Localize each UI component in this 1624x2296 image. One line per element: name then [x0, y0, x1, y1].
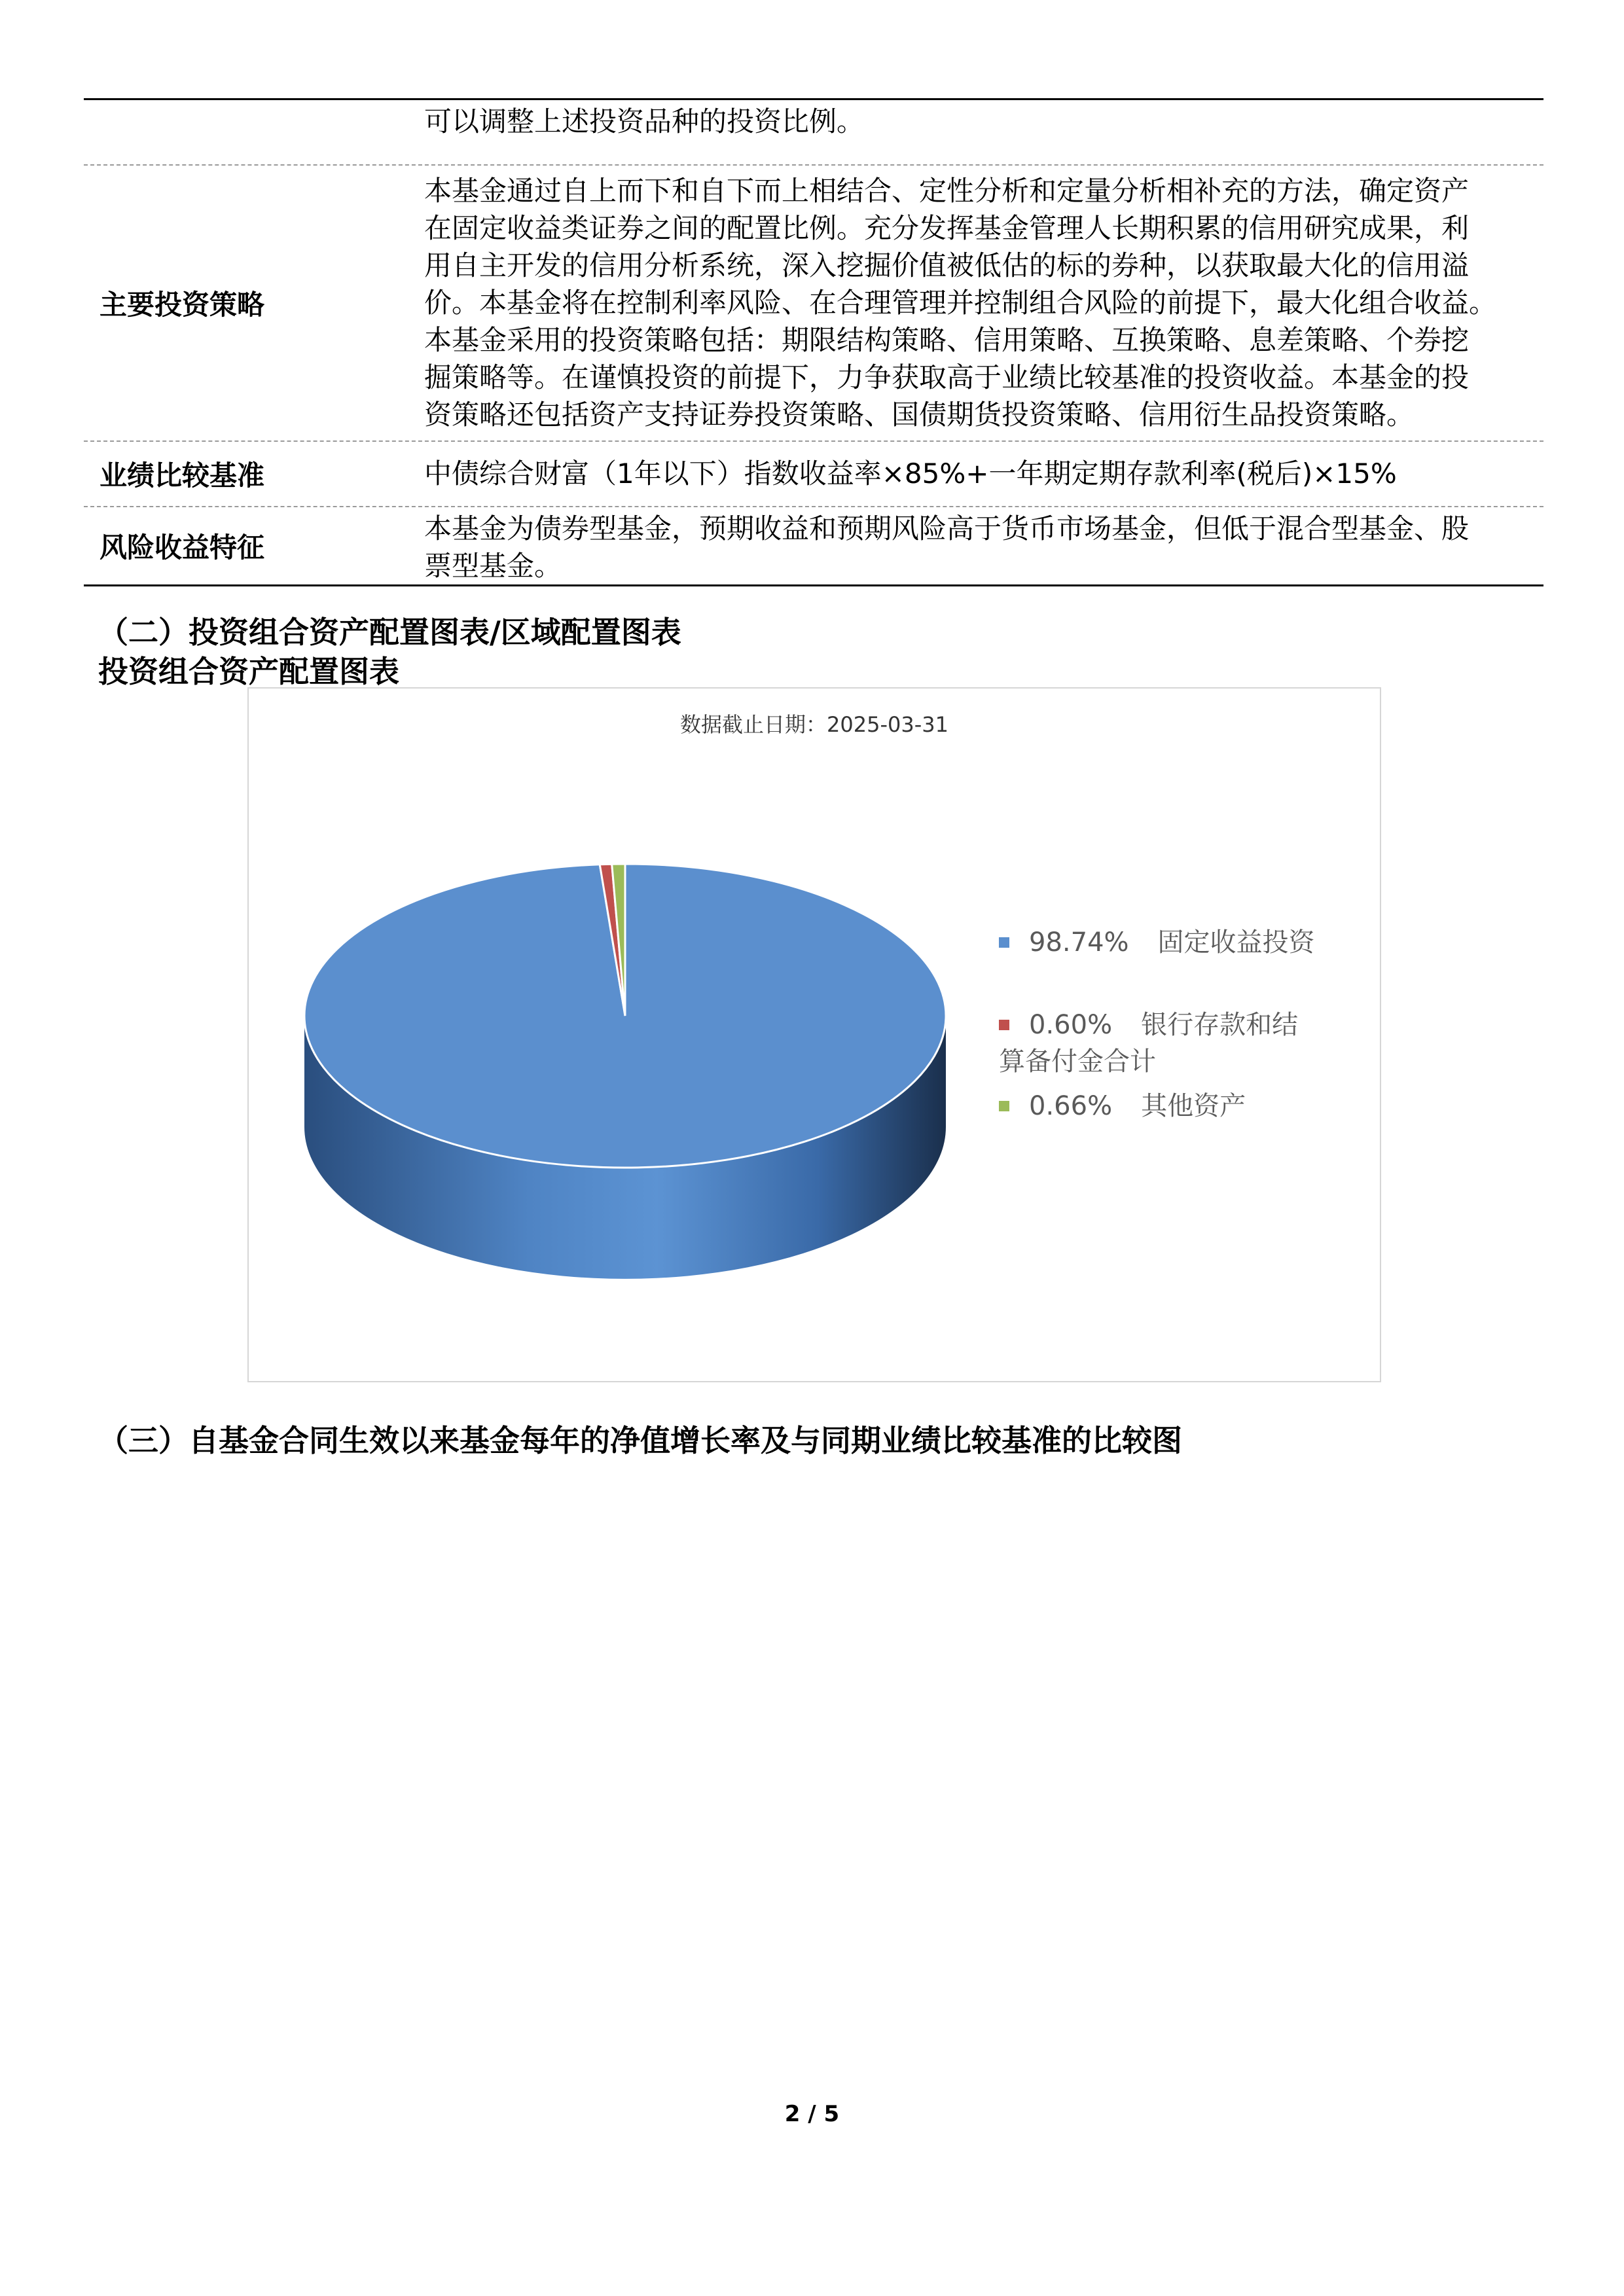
- legend-value: 0.66%: [1029, 1091, 1113, 1121]
- content-line: 掘策略等。在谨慎投资的前提下，力争获取高于业绩比较基准的投资收益。本基金的投: [424, 361, 1470, 393]
- row-content: [424, 442, 1543, 506]
- content-line: 本基金通过自上而下和自下而上相结合、定性分析和定量分析相补充的方法，确定资产: [424, 175, 1470, 207]
- section-title: （二）投资组合资产配置图表/区域配置图表: [98, 615, 681, 650]
- legend-swatch: [999, 1101, 1009, 1111]
- row-label: 风险收益特征: [99, 531, 265, 564]
- row-label: 主要投资策略: [99, 289, 265, 321]
- legend-value: 0.60%: [1029, 1010, 1113, 1040]
- asset-allocation-chart: [247, 687, 1381, 1382]
- table-row: [84, 442, 1543, 507]
- section-title: （三）自基金合同生效以来基金每年的净值增长率及与同期业绩比较基准的比较图: [98, 1423, 1182, 1458]
- legend-value: 98.74%: [1029, 927, 1129, 958]
- legend-label: 其他资产: [1141, 1091, 1246, 1121]
- content-line: 用自主开发的信用分析系统，深入挖掘价值被低估的标的券种，以获取最大化的信用溢: [424, 249, 1470, 281]
- legend-swatch: [999, 937, 1009, 948]
- content-line: 在固定收益类证券之间的配置比例。充分发挥基金管理人长期积累的信用研究成果，利: [424, 212, 1470, 244]
- legend-item: [999, 1088, 1339, 1124]
- table-row: [84, 166, 1543, 442]
- content-line: 价。本基金将在控制利率风险、在合理管理并控制组合风险的前提下，最大化组合收益。: [424, 287, 1497, 319]
- row-content: [424, 166, 1543, 440]
- legend-label: 银行存款和结算备付金合计: [999, 1010, 1299, 1077]
- legend-label: 固定收益投资: [1157, 927, 1315, 958]
- chart-title: 数据截止日期：2025-03-31: [680, 712, 948, 737]
- legend-item: [999, 1007, 1307, 1080]
- section-subtitle: 投资组合资产配置图表: [98, 654, 399, 689]
- row-label: [84, 100, 424, 164]
- page-number: 2 / 5: [784, 2101, 840, 2127]
- content-line: 本基金采用的投资策略包括：期限结构策略、信用策略、互换策略、息差策略、个券挖: [424, 324, 1470, 356]
- table-row: [84, 98, 1543, 166]
- fund-strategy-table: [84, 98, 1543, 586]
- content-line: 中债综合财富（1年以下）指数收益率×85%+一年期定期存款利率(税后)×15%: [424, 457, 1397, 490]
- table-row: [84, 507, 1543, 586]
- content-line: 本基金为债券型基金，预期收益和预期风险高于货币市场基金，但低于混合型基金、股: [424, 512, 1470, 545]
- content-line: 可以调整上述投资品种的投资比例。: [424, 105, 865, 137]
- legend-swatch: [999, 1020, 1009, 1030]
- content-line: 资策略还包括资产支持证券投资策略、国债期货投资策略、信用衍生品投资策略。: [424, 399, 1415, 431]
- content-line: 票型基金。: [424, 550, 562, 582]
- row-content: [424, 507, 1543, 584]
- legend-item: [999, 924, 1339, 961]
- row-content: [424, 100, 1543, 164]
- row-label: 业绩比较基准: [99, 459, 265, 492]
